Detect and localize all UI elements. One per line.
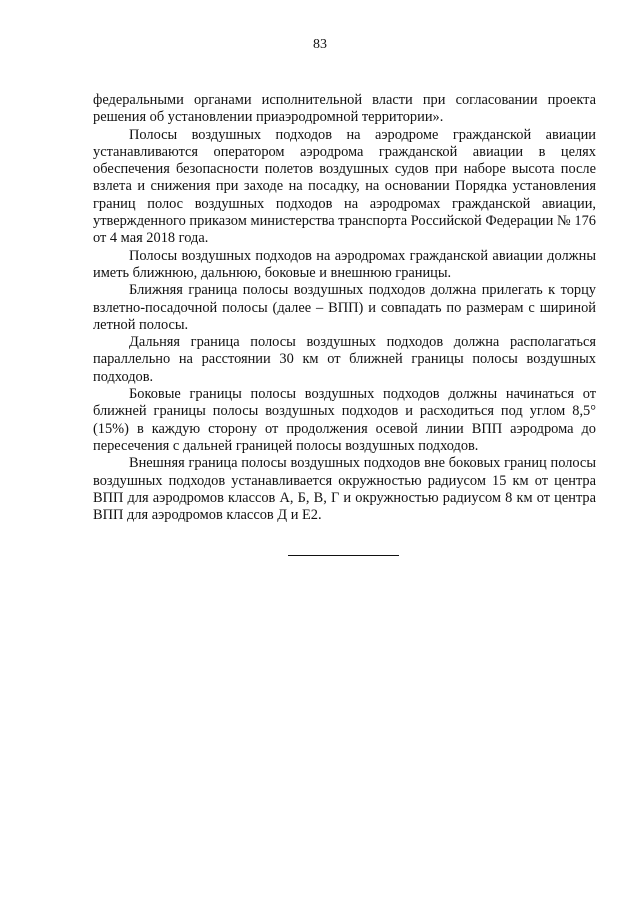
paragraph-far-boundary: Дальняя граница полосы воздушных подходов должна располагаться параллельно на расстоянии 30 км от ближней границы полосы воздушных подходов.	[93, 334, 596, 385]
document-body	[93, 92, 596, 524]
paragraph-near-boundary: Ближняя граница полосы воздушных подходов должна прилегать к торцу взлетно-посадочной полосы (далее – ВПП) и совпадать по размерам с шириной летной полосы.	[93, 282, 596, 333]
paragraph-side-boundaries: Боковые границы полосы воздушных подходов должны начинаться от ближней границы полосы воздушных подходов и расходиться под углом 8,5° (15%) в каждую сторону от продолжения осевой линии ВПП аэродрома до пересечения с дальней границей полосы воздушных подходов.	[93, 386, 596, 454]
paragraph-boundaries-required: Полосы воздушных подходов на аэродромах гражданской авиации должны иметь ближнюю, дальнюю, боковые и внешнюю границы.	[93, 247, 596, 281]
paragraph-outer-boundary: Внешняя граница полосы воздушных подходов вне боковых границ полосы воздушных подходов устанавливается окружностью радиусом 15 км от центра ВПП для аэродромов классов А, Б, В, Г и окружностью радиусом 8 км от центра ВПП для аэродромов классов Д и Е2.	[93, 455, 596, 524]
paragraph-approach-strips-established: Полосы воздушных подходов на аэродроме гражданской авиации устанавливаются оператором аэродрома гражданской авиации в целях обеспечения безопасности полетов воздушных судов при наборе высота после взлета и снижения при заходе на посадку, на основании Порядка установления границ полос воздушных подходов на аэродромах гражданской авиации, утвержденного приказом министерства транспорта Российской Федерации № 176 от 4 мая 2018 года.	[93, 126, 596, 247]
end-separator-line	[288, 555, 399, 556]
page-number: 83	[313, 37, 327, 52]
paragraph-continuation: федеральными органами исполнительной власти при согласовании проекта решения об установлении приаэродромной территории».	[93, 92, 596, 126]
